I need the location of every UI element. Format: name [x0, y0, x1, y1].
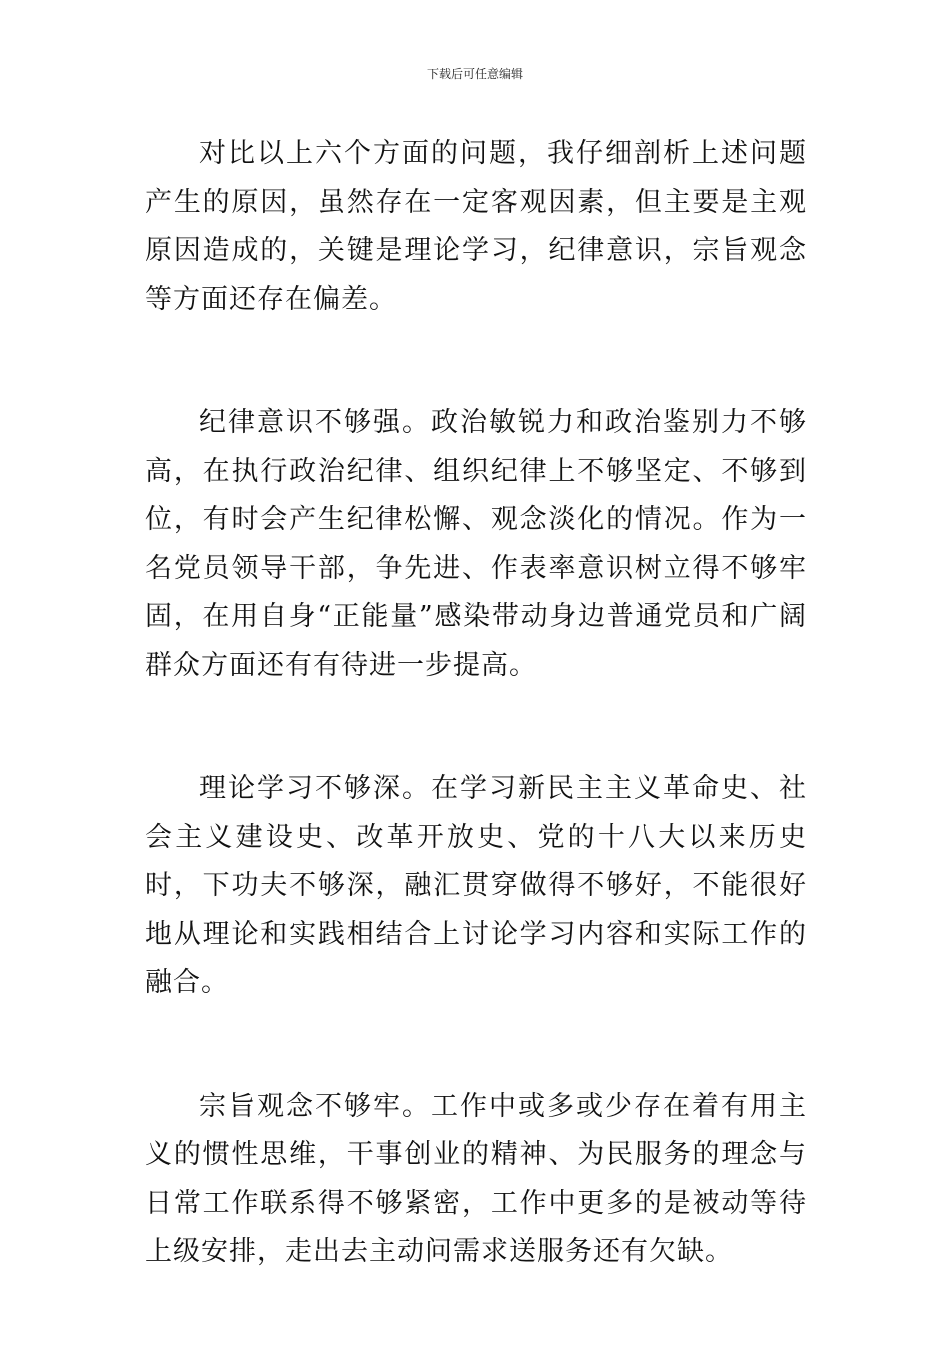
- paragraph-summary: 对比以上六个方面的问题，我仔细剖析上述问题产生的原因，虽然存在一定客观因素，但主要是主观原因造成的，关键是理论学习，纪律意识，宗旨观念等方面还存在偏差。: [145, 138, 807, 315]
- paragraph-purpose-concept: 宗旨观念不够牢。工作中或多或少存在着有用主义的惯性思维，干事创业的精神、为民服务的理念与日常工作联系得不够紧密，工作中更多的是被动等待上级安排，走出去主动问需求送服务还有欠缺。: [145, 1090, 807, 1267]
- paragraph-discipline: 纪律意识不够强。政治敏锐力和政治鉴别力不够高，在执行政治纪律、组织纪律上不够坚定、不够到位，有时会产生纪律松懈、观念淡化的情况。作为一名党员领导干部，争先进、作表率意识树立得不够牢固，在用自身“正能量”感染带动身边普通党员和广阔群众方面还有有待进一步提高。: [145, 407, 807, 681]
- paragraph-theory-study: 理论学习不够深。在学习新民主主义革命史、社会主义建设史、改革开放史、党的十八大以来历史时，下功夫不够深，融汇贯穿做得不够好，不能很好地从理论和实践相结合上讨论学习内容和实际工作的融合。: [145, 773, 807, 998]
- document-body: [145, 130, 807, 1352]
- page-header: 下载后可任意编辑: [426, 67, 523, 81]
